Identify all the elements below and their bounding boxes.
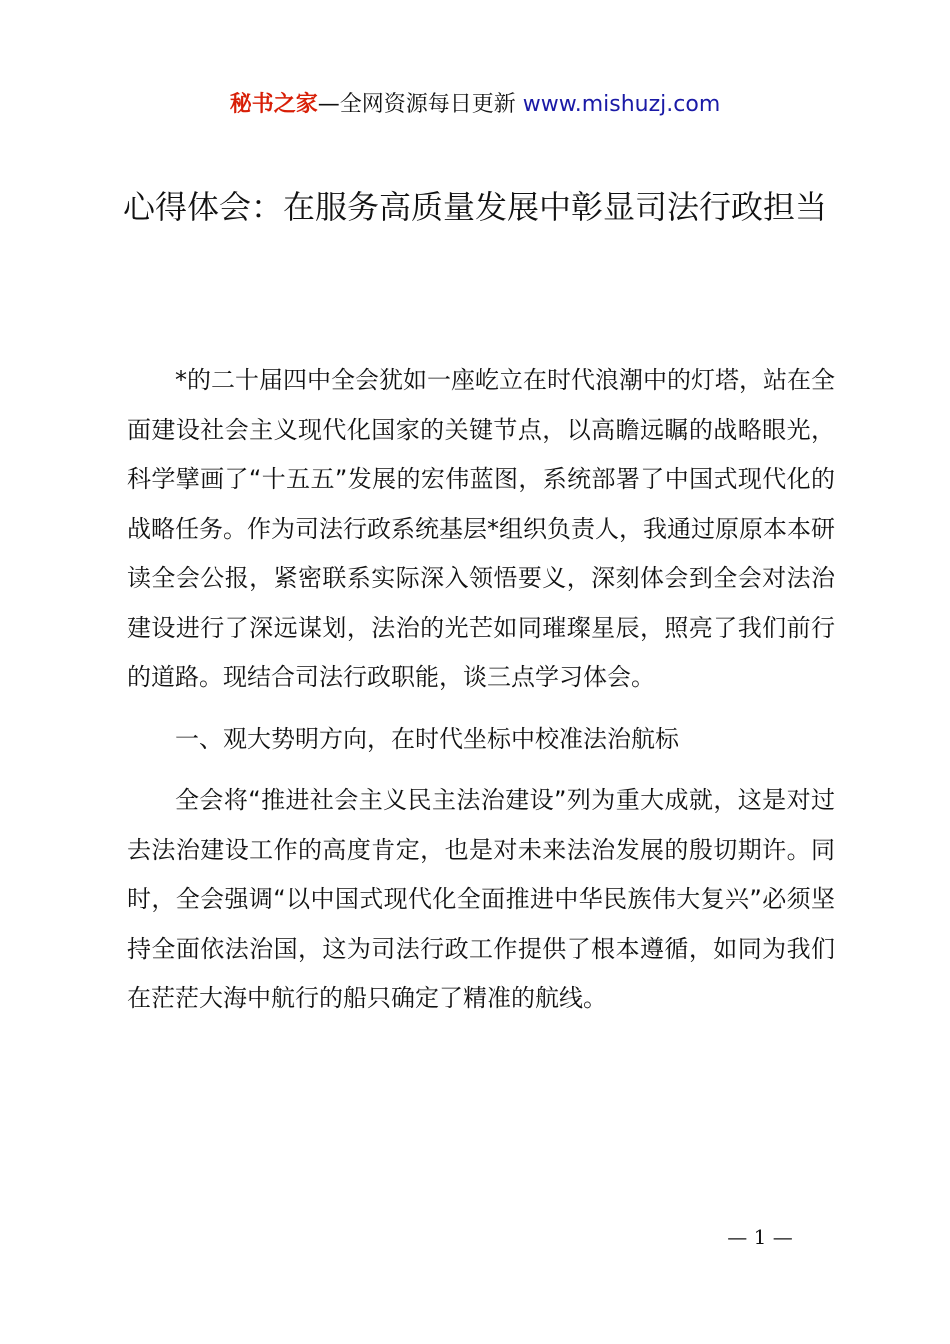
page-number: — 1 — [727, 1225, 793, 1249]
document-title: 心得体会：在服务高质量发展中彰显司法行政担当 [122, 188, 827, 226]
section-1-paragraph: 全会将“推进社会主义民主法治建设”列为重大成就，这是对过去法治建设工作的高度肯定，也是对未来法治发展的殷切期许。同时，全会强调“以中国式现代化全面推进中华民族伟大复兴”必须坚持全面依法治国，这为司法行政工作提供了根本遵循，如同为我们在茫茫大海中航行的船只确定了精准的航线。 [127, 786, 835, 1012]
site-brand: 秘书之家 [229, 92, 318, 117]
site-url-link[interactable]: www.mishuzj.com [522, 92, 721, 117]
document-body [127, 356, 835, 1024]
section-heading-1: 一、观大势明方向，在时代坐标中校准法治航标 [175, 724, 679, 753]
site-header [0, 88, 950, 122]
site-tagline: —全网资源每日更新 [317, 92, 516, 117]
intro-paragraph: *的二十届四中全会犹如一座屹立在时代浪潮中的灯塔，站在全面建设社会主义现代化国家的关键节点，以高瞻远瞩的战略眼光，科学擘画了“十五五”发展的宏伟蓝图，系统部署了中国式现代化的战略任务。作为司法行政系统基层*组织负责人，我通过原原本本研读全会公报，紧密联系实际深入领悟要义，深刻体会到全会对法治建设进行了深远谋划，法治的光芒如同璀璨星辰，照亮了我们前行的道路。现结合司法行政职能，谈三点学习体会。 [127, 366, 835, 691]
